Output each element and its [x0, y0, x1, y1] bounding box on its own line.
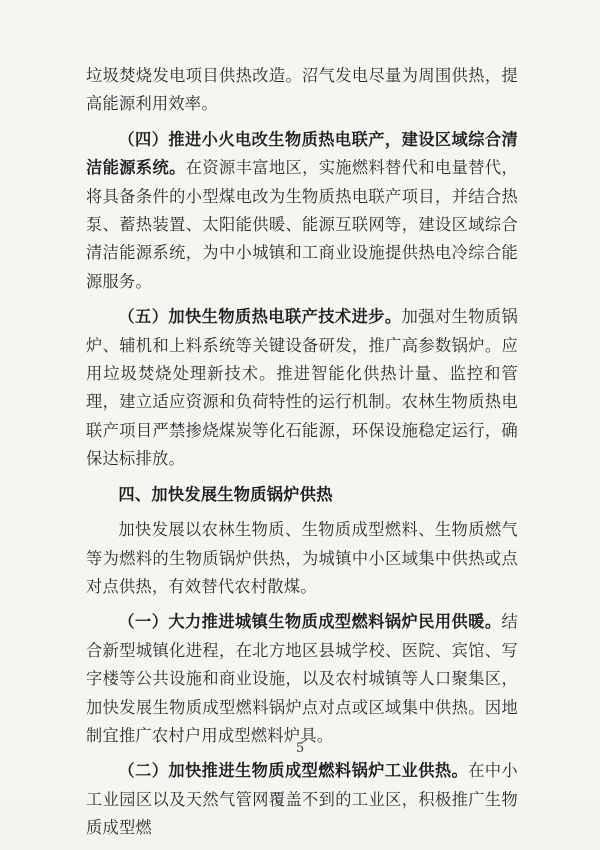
- paragraph-item-2: [86, 757, 518, 842]
- item-heading: （四）推进小火电改生物质热电联产，建设区域综合清洁能源系统。: [86, 129, 518, 178]
- document-body: [86, 62, 518, 850]
- paragraph-text: 结合新型城镇化进程，在北方地区县城学校、医院、宾馆、写字楼等公共设施和商业设施，以及农村城镇等人口聚集区，加快发展生物质成型燃料锅炉点对点或区域集中供热。因地制宜推广农村户用成型燃料炉具。: [86, 612, 518, 745]
- paragraph-item-4: [86, 126, 518, 296]
- item-heading: （一）大力推进城镇生物质成型燃料锅炉民用供暖。: [118, 612, 502, 632]
- paragraph-text: 加快发展以农林生物质、生物质成型燃料、生物质燃气等为燃料的生物质锅炉供热，为城镇中小区域集中供热或点对点供热，有效替代农村散煤。: [86, 520, 518, 596]
- paragraph-body: [86, 516, 518, 601]
- item-heading: （五）加快生物质热电联产技术进步。: [118, 307, 402, 327]
- section-heading: 四、加快发展生物质锅炉供热: [118, 484, 333, 504]
- page-number: 5: [295, 741, 305, 756]
- paragraph-continuation: [86, 62, 518, 119]
- paragraph-text: 垃圾焚烧发电项目供热改造。沼气发电尽量为周围供热，提高能源利用效率。: [86, 66, 518, 114]
- paragraph-text: 在中小工业园区以及天然气管网覆盖不到的工业区，积极推广生物质成型燃: [86, 761, 518, 838]
- item-heading: （二）加快推进生物质成型燃料锅炉工业供热。: [118, 761, 469, 781]
- paragraph-text: 在资源丰富地区，实施燃料替代和电量替代，将具备条件的小型煤电改为生物质热电联产项目，并结合热泵、蓄热装置、太阳能供暖、能源互联网等，建设区域综合清洁能源系统，为中小城镇和工商业设施提供热电冷综合能源服务。: [86, 158, 519, 291]
- paragraph-text: 加强对生物质锅炉、辅机和上料系统等关键设备研发，推广高参数锅炉。应用垃圾焚烧处理新技术。推进智能化供热计量、监控和管理，建立适应资源和负荷特性的运行机制。农林生物质热电联产项目严禁掺烧煤炭等化石能源，环保设施稳定运行，确保达标排放。: [86, 307, 518, 469]
- paragraph-item-1: [86, 608, 518, 750]
- paragraph-item-5: [86, 303, 518, 473]
